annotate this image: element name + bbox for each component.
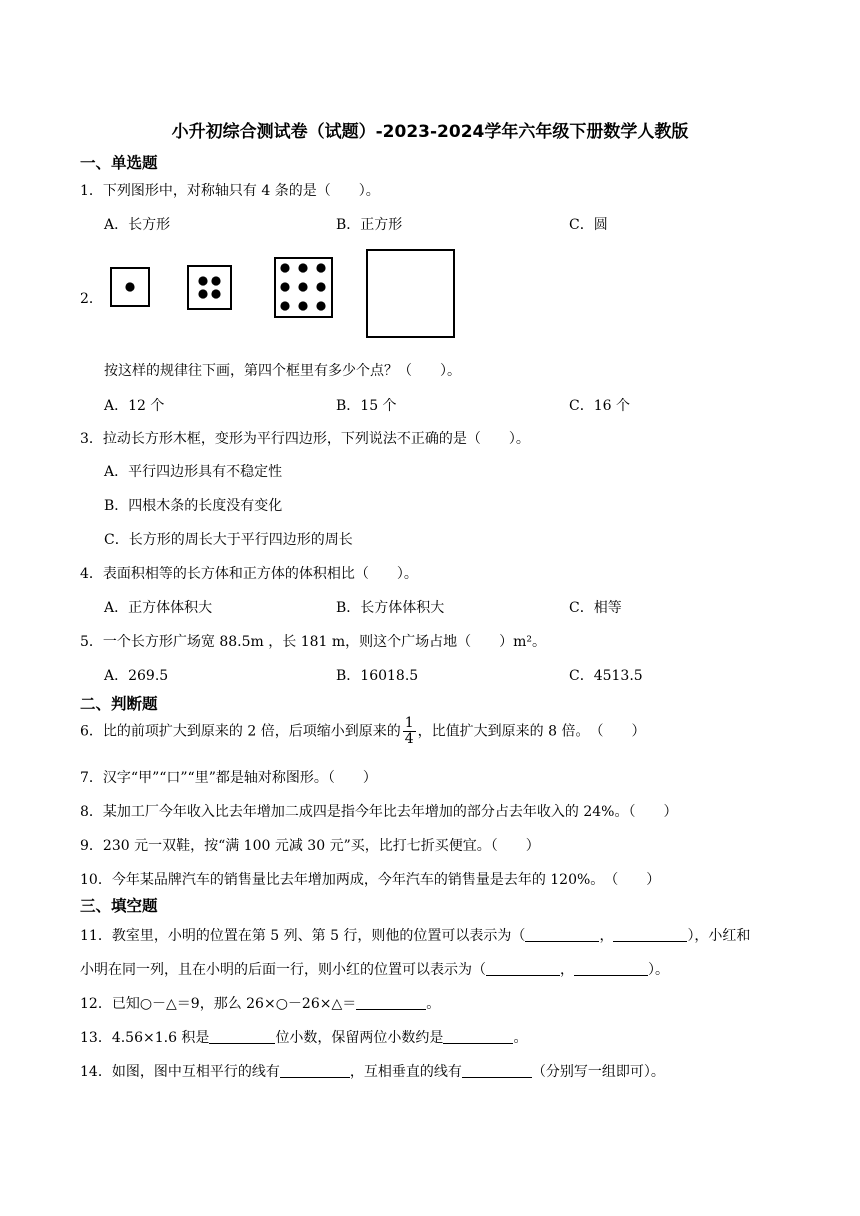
option-a: A．正方体体积大: [104, 600, 213, 616]
option-b: B．16018.5: [336, 668, 419, 684]
question-2-number: 2．: [80, 291, 103, 307]
option-c: C．16 个: [569, 398, 630, 414]
answer-blank[interactable]: [525, 927, 599, 942]
dot-pattern-figure: [100, 245, 460, 345]
question-11-text: ）。: [648, 962, 669, 978]
dot: [125, 282, 134, 291]
separator: ，: [599, 928, 614, 944]
question-6-after: ，比值扩大到原来的 8 倍。 （ ）: [417, 723, 646, 740]
answer-blank[interactable]: [613, 927, 687, 942]
dot: [211, 276, 220, 285]
dot: [211, 289, 220, 298]
question-13-text: 13．4.56×1.6 积是: [80, 1030, 210, 1046]
answer-blank[interactable]: [356, 995, 426, 1010]
section-heading-single-choice: 一、单选题: [80, 154, 158, 172]
dot: [316, 263, 325, 272]
option-b: B．长方体体积大: [336, 600, 445, 616]
question-12-text: 。: [426, 996, 441, 1012]
dot: [298, 263, 307, 272]
question-7: 7．汉字“甲”“口”“里”都是轴对称图形。（ ）: [80, 770, 377, 786]
question-8: 8．某加工厂今年收入比去年增加二成四是指今年比去年增加的部分占去年收入的 24%。（ ）: [80, 804, 678, 820]
question-6-before: 6．比的前项扩大到原来的 2 倍，后项缩小到原来的: [80, 723, 401, 740]
answer-blank[interactable]: [443, 1029, 513, 1044]
fraction-numerator: 1: [404, 715, 414, 731]
question-12: [80, 993, 440, 1013]
question-13-text: 位小数，保留两位小数约是: [275, 1030, 444, 1046]
answer-blank[interactable]: [574, 961, 648, 976]
option-a: A．平行四边形具有不稳定性: [104, 464, 283, 480]
option-b: B．15 个: [336, 398, 397, 414]
question-14: [80, 1061, 665, 1081]
option-a: A．269.5: [104, 668, 169, 684]
dot: [198, 276, 207, 285]
answer-blank[interactable]: [462, 1063, 532, 1078]
answer-blank[interactable]: [486, 961, 560, 976]
question-13: [80, 1027, 527, 1047]
dot: [316, 282, 325, 291]
dot: [316, 301, 325, 310]
dot: [280, 282, 289, 291]
question-3: 3．拉动长方形木框，变形为平行四边形，下列说法不正确的是（ ）。: [80, 431, 530, 447]
dot: [298, 282, 307, 291]
question-14-text: （分别写一组即可）。: [531, 1064, 665, 1080]
option-c: C．4513.5: [569, 668, 643, 684]
question-14-text: 14．如图，图中互相平行的线有: [80, 1064, 280, 1080]
question-14-text: ，互相垂直的线有: [349, 1064, 462, 1080]
question-11-line-2: [80, 959, 669, 979]
option-c: C．圆: [569, 217, 608, 233]
option-a: A．长方形: [104, 217, 171, 233]
option-b: B．正方形: [336, 217, 403, 233]
question-11-text: ），小红和: [687, 928, 751, 944]
option-c: C．相等: [569, 600, 622, 616]
question-11-line-1: [80, 925, 750, 945]
fraction: [403, 716, 416, 747]
question-2: 按这样的规律往下画，第四个框里有多少个点？（ ）。: [104, 363, 461, 379]
dot: [298, 301, 307, 310]
dot-box-4-empty: [367, 250, 454, 337]
question-5: 5．一个长方形广场宽 88.5m ，长 181 m，则这个广场占地（ ）m²。: [80, 634, 547, 650]
option-c: C．长方形的周长大于平行四边形的周长: [104, 532, 353, 548]
question-11-text: 11．教室里，小明的位置在第 5 列、第 5 行，则他的位置可以表示为（: [80, 928, 526, 944]
answer-blank[interactable]: [209, 1029, 275, 1044]
question-13-text: 。: [513, 1030, 528, 1046]
question-10: 10．今年某品牌汽车的销售量比去年增加两成，今年汽车的销售量是去年的 120%。 （ ）: [80, 872, 661, 888]
question-4: 4．表面积相等的长方体和正方体的体积相比（ ）。: [80, 566, 418, 582]
answer-blank[interactable]: [280, 1063, 350, 1078]
fraction-denominator: 4: [404, 731, 414, 747]
section-heading-true-false: 二、判断题: [80, 695, 158, 713]
option-a: A．12 个: [104, 398, 165, 414]
page-title: 小升初综合测试卷（试题）-2023-2024学年六年级下册数学人教版: [171, 122, 689, 142]
dot: [198, 289, 207, 298]
question-6: [80, 716, 645, 747]
option-b: B．四根木条的长度没有变化: [104, 498, 283, 514]
dot-box-2: [188, 266, 231, 309]
question-1: 1．下列图形中，对称轴只有 4 条的是（ ）。: [80, 183, 380, 199]
dot: [280, 263, 289, 272]
separator: ，: [560, 962, 574, 978]
dot: [280, 301, 289, 310]
question-12-text: 12．已知○－△＝9，那么 26×○－26×△＝: [80, 996, 357, 1012]
question-9: 9．230 元一双鞋，按“满 100 元减 30 元”买，比打七折买便宜。（ ）: [80, 838, 540, 854]
section-heading-fill-blank: 三、填空题: [80, 897, 158, 915]
question-11-text: 小明在同一列，且在小明的后面一行，则小红的位置可以表示为（: [80, 962, 486, 978]
